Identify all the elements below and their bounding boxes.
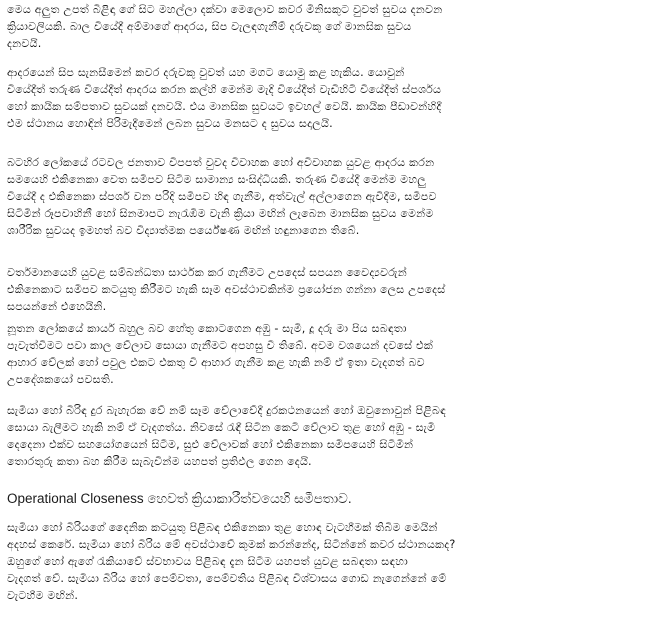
text-line: ක්‍රියාවලියකි. බාල වියේදී අම්මාගේ ආදරය, සිප වැලඳගැනීම් දරුවකු ගේ මානසික සුවය: [7, 20, 412, 33]
text-line: අදහස් කෙරේ. සැමියා හෝ බිරිය මේ අවස්ථාවේ කුමක් කරන්නේද, සිටින්නේ කවර ස්ථානයකද?: [7, 538, 456, 551]
text-line: එම ස්ථානය හොඳින් පිරිමැදීමෙන් ලබන සුවය මනසට ද සුවය සදාලයි.: [7, 117, 333, 130]
text-line: දෙදෙනා එක්ව සහයෝගයෙන් සිටීම, සුළු වේලාවක් හෝ එකිනෙකා සමීපයෙහි සිටීමින්: [7, 438, 414, 451]
text-line: සැමියා හෝ බිරියගේ දෛනික කටයුතු පිළිබඳ එකිනෙකා තුළ හොඳ වැටහීමක් තිබීම මෙයින්: [7, 521, 438, 534]
text-line: සිටීමින් රූපවාහිනී හෝ සිනමාපට නැරැඹීම වැනි ක්‍රියා මඟින් ලැබෙන මානසික සුවය මෙන්ම: [7, 207, 434, 220]
text-line: වියේදී ද එකිනෙකා ස්පර්ශ වන පරිදි සමීපව හිඳ ගැනීම, අත්වැල් අල්ලාගෙන ඇවිදීම, සමීපව: [7, 190, 437, 203]
text-line: හෝ කායික සම්පතාව සුවයක් දනවයි. එය මානසික සුවයට ඉවහල් වෙයි. කායික පීඩාවන්හිදී: [7, 100, 442, 113]
text-line: තොරතුරු කතා බහ කිරීම සැබැවින්ම යහපත් ප්‍රතිඵල ගෙන දෙයි.: [7, 455, 312, 468]
heading-line: Operational Closeness හෙවත් ක්‍රියාකාරීත්වයෙහි සමීපතාව.: [7, 491, 352, 506]
text-line: පැවැත්වීමට පවා කාල වේලාව සොයා ගැනීමට අපහසු වී තිබේ. අවම වශයෙන් දවසේ එක්: [7, 339, 434, 352]
text-line: මෙය අලුත උපත් බිළිඳා ගේ සිට මහල්ලා දක්වා මෙලොව කවර මිනිසකුට වුවත් සුවය දනවන: [7, 3, 443, 16]
text-line: වර්තමානයෙහි යුවළ සම්බන්ධතා සාර්ථක කර ගැනීමට උපදෙස් සපයන වෛද්‍යවරුන්: [7, 266, 407, 279]
text-line: උපදේශකයෝ පවසති.: [7, 373, 114, 386]
text-line: සොයා බැලීමට හැකි නම් ඒ වැදගත්ය. නිවසේ රැඳී සිටින කෙටි වේලාව තුළ හෝ අඹු - සැමි: [7, 421, 436, 434]
text-line: සැමියා හෝ බිරිඳ දුර බැහැරක වේ නම් සෑම වේලාවේදී දුරකථනයෙන් හෝ ඔවුනොවුන් පිළිබඳ: [7, 404, 446, 417]
text-line: වැදගත් වේ. සැමියා බිරිය හෝ පෙම්වතා, පෙම්වතිය පිළිබඳ විශ්වාසය ගොඩ නැගෙන්නේ මේ: [7, 572, 447, 585]
text-line: වැටහීම මඟින්.: [7, 589, 79, 602]
text-line: ශාරීරික සුවයද ඉමහත් බව විද්‍යාත්මක පර්යේෂණ මඟින් හඳුනාගෙන තිබේ.: [7, 224, 360, 237]
text-line: එකිනෙකාට සමීපව කටයුතු කිරීමට හැකි සෑම අවස්ථාවකින්ම ප්‍රයෝජන ගන්නා ලෙස උපදෙස්: [7, 283, 446, 296]
text-line: වියේදීත් තරුණ වියේදීත් ආදරය කරන කල්හි මෙන්ම මැදි වියේදීත් වැඩිහිටි වියේදීත් ස්පර්ශය: [7, 83, 442, 96]
text-line: සමයෙහි එකිනෙකා වෙත සමීපව සිටීම සාමාන්‍ය සංසිද්ධියකි. තරුණ වියේදී මෙන්ම මහලු: [7, 173, 426, 186]
text-line: ඔහුගේ හෝ ඇගේ රැකියාවේ ස්වභාවය පිළිබඳ දැන සිටීම යහපත් යුවළ සබඳතා සඳහා: [7, 555, 408, 568]
text-line: සපයන්නේ එහෙයිනි.: [7, 300, 107, 313]
text-line: බටහිර ලෝකයේ රටවල ජනතාව විපපත් වුවද විවාහක හෝ අවිවාහක යුවළ ආදරය කරන: [7, 156, 435, 169]
text-line: ආහාර වේලක් හෝ පවුල එකට එකතු වී ආහාර ගැනීම කළ හැකි නම් ඒ ඉතා වැදගත් බව: [7, 356, 425, 369]
text-line: නූතන ලෝකයේ කාර්ය බහුල බව හේතු කොටගෙන අඹු - සැමි, දූ දරු මා පිය සබඳතා: [7, 322, 407, 335]
text-line: ආදරයෙන් සිප සැනසීමෙන් කවර දරුවකු වුවත් යහ මගට යොමු කළ හැකිය. යොවුන්: [7, 66, 405, 79]
text-line: දනවයි.: [7, 37, 42, 50]
